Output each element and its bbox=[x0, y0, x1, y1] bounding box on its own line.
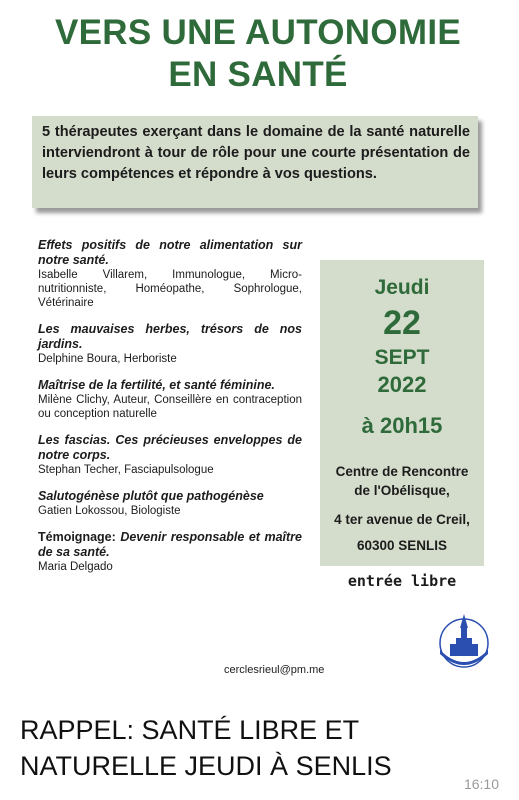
venue-postal: 60300 SENLIS bbox=[356, 538, 448, 553]
date-year: 2022 bbox=[377, 372, 427, 397]
poster-image[interactable] bbox=[4, 0, 512, 700]
talk-speaker: Milène Clichy, Auteur, Conseillère en contraception ou conception naturelle bbox=[38, 394, 302, 420]
talk-item bbox=[38, 489, 302, 518]
poster-title-line2: EN SANTÉ bbox=[168, 55, 348, 94]
date-time: à 20h15 bbox=[361, 413, 443, 438]
talk-speaker: Maria Delgado bbox=[38, 561, 113, 573]
venue-line2: de l'Obélisque, bbox=[354, 483, 450, 498]
talk-title: Salutogénèse plutôt que pathogénèse bbox=[38, 489, 264, 503]
intro-box: 5 thérapeutes exerçant dans le domaine de la santé naturelle interviendront à tour de rôle pour une courte présentation de leurs compétences et répondre à vos questions. bbox=[32, 116, 478, 208]
talk-item bbox=[38, 322, 302, 366]
talk-item bbox=[38, 530, 302, 574]
date-box bbox=[320, 260, 484, 566]
message-timestamp: 16:10 bbox=[463, 776, 499, 792]
contact-email: cerclesrieul@pm.me bbox=[224, 664, 325, 676]
talk-item bbox=[38, 433, 302, 477]
talk-title: Maîtrise de la fertilité, et santé féminine. bbox=[38, 378, 275, 392]
caption-line1: RAPPEL: SANTÉ LIBRE ET bbox=[20, 715, 360, 745]
talk-speaker: Stephan Techer, Fasciapulsologue bbox=[38, 464, 214, 476]
talk-list bbox=[38, 238, 302, 586]
talk-speaker: Delphine Boura, Herboriste bbox=[38, 353, 177, 365]
talk-item bbox=[38, 378, 302, 421]
talk-item bbox=[38, 238, 302, 310]
date-number: 22 bbox=[383, 304, 421, 342]
message-caption bbox=[20, 712, 450, 784]
venue-line1: Centre de Rencontre bbox=[335, 464, 469, 479]
date-day: Jeudi bbox=[374, 276, 430, 299]
poster-title-line1: VERS UNE AUTONOMIE bbox=[54, 13, 461, 52]
talk-title bbox=[38, 530, 302, 560]
talk-title: Les fascias. Ces précieuses enveloppes de notre corps. bbox=[38, 433, 302, 462]
poster-title bbox=[4, 12, 512, 96]
caption-line2: NATURELLE JEUDI À SENLIS bbox=[20, 751, 392, 781]
venue-address: 4 ter avenue de Creil, bbox=[334, 512, 470, 527]
venue-name bbox=[320, 462, 484, 500]
talk-title: Les mauvaises herbes, trésors de nos jardins. bbox=[38, 322, 302, 351]
talk-title-prefix: Témoignage: bbox=[38, 530, 116, 544]
talk-speaker: Isabelle Villarem, Immunologue, Micro-nutritionniste, Homéopathe, Sophrologue, Vétérinaire bbox=[38, 269, 302, 309]
entry-label: entrée libre bbox=[347, 572, 457, 590]
date-month: SEPT bbox=[374, 346, 430, 369]
church-circle-logo-icon bbox=[436, 612, 492, 670]
talk-title: Effets positifs de notre alimentation sur notre santé. bbox=[38, 238, 302, 267]
talk-title-text: Devenir responsable et maître de sa santé. bbox=[38, 530, 303, 559]
talk-speaker: Gatien Lokossou, Biologiste bbox=[38, 505, 181, 517]
